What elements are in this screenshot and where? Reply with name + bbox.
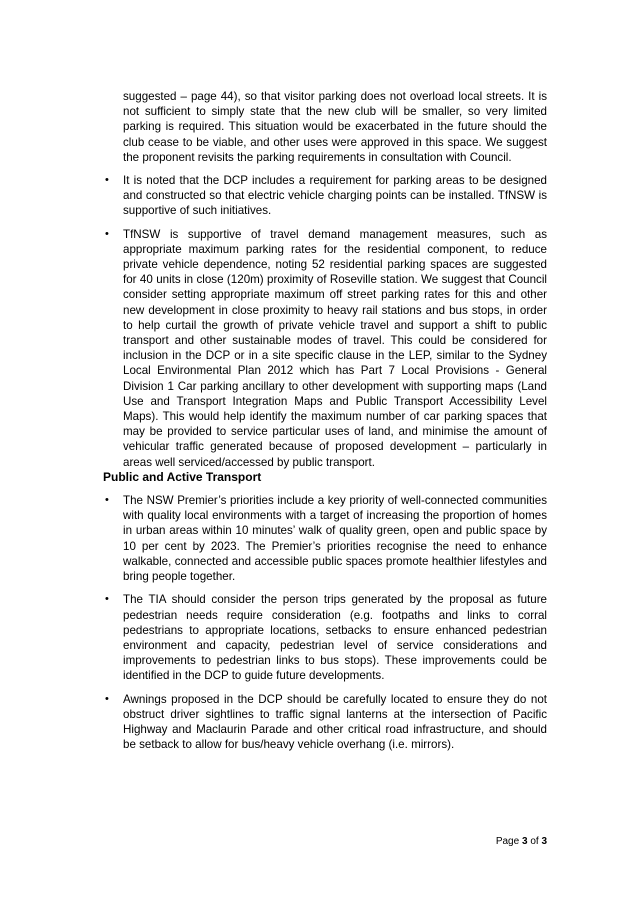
of-word: of <box>530 836 539 847</box>
current-page-number: 3 <box>521 836 528 847</box>
page-number-footer <box>496 836 547 848</box>
bullet-icon: • <box>105 494 109 507</box>
bullet-icon: • <box>105 174 109 187</box>
intro-paragraph: suggested – page 44), so that visitor parking does not overload local streets. It is not sufficient to simply state that the new club will be smaller, so very limited parking is required. This situation would be exacerbated in the future should the club cease to be viable, and other uses were approved in this space. We suggest the proponent revisits the parking requirements in consultation with Council. <box>123 90 547 164</box>
bullet-icon: • <box>105 227 109 240</box>
bullet-text: The TIA should consider the person trips generated by the proposal as future pedestrian needs require consideration (e.g. footpaths and links to corral pedestrians to appropriate locations, setbacks to ensure enhanced pedestrian environment and capacity, pedestrian level of service considerations and improvements to pedestrian links to bus stops). These improvements could be identified in the DCP to guide future developments. <box>123 593 547 683</box>
total-page-number: 3 <box>541 836 547 847</box>
page-word: Page <box>495 836 520 847</box>
transport-bullet-list <box>103 493 547 752</box>
bullet-text: Awnings proposed in the DCP should be carefully located to ensure they do not obstruct driver sightlines to traffic signal lanterns at the intersection of Pacific Highway and Maclaurin Parade and other critical road infrastructure, and should be setback to allow for bus/heavy vehicle overhang (i.e. mirrors). <box>123 692 547 752</box>
bullet-icon: • <box>105 692 109 705</box>
page-content <box>103 89 547 752</box>
bullet-text: TfNSW is supportive of travel demand management measures, such as appropriate maximum parking rates for the residential component, to reduce private vehicle dependence, noting 52 residential parking spaces are suggested for 40 units in close (120m) proximity of Roseville station. We suggest that Council consider setting appropriate maximum off street parking rates for this and other new development in close proximity to heavy rail stations and bus stops, in order to help curtail the growth of private vehicle travel and support a shift to public transport and other sustainable modes of travel. This could be considered for inclusion in the DCP or in a site specific clause in the LEP, similar to the Sydney Local Environmental Plan 2012 which has Part 7 Local Provisions - General Division 1 Car parking ancillary to other development with supporting maps (Land Use and Transport Integration Maps and Public Transport Accessibility Level Maps). This would help identify the maximum number of car parking spaces that may be provided to service particular uses of land, and minimise the amount of vehicular traffic generated because of proposed development – particularly in areas well serviced/accessed by public transport. <box>123 227 547 469</box>
list-item <box>103 592 547 683</box>
section-heading: Public and Active Transport <box>103 469 262 484</box>
list-item <box>103 692 547 753</box>
bullet-icon: • <box>105 593 109 606</box>
list-item <box>103 493 547 584</box>
bullet-text: It is noted that the DCP includes a requirement for parking areas to be designed and constructed so that electric vehicle charging points can be installed. TfNSW is supportive of such initiatives. <box>123 174 547 218</box>
bullet-text: The NSW Premier’s priorities include a key priority of well-connected communities with quality local environments with a target of increasing the proportion of homes in urban areas within 10 minutes’ walk of quality green, open and public space by 10 per cent by 2023. The Premier’s priorities recognise the need to enhance walkable, connected and accessible public spaces promote healthier lifestyles and bring people together. <box>123 494 547 584</box>
list-item <box>103 173 547 219</box>
list-item <box>103 227 547 470</box>
parking-bullet-list <box>103 173 547 470</box>
